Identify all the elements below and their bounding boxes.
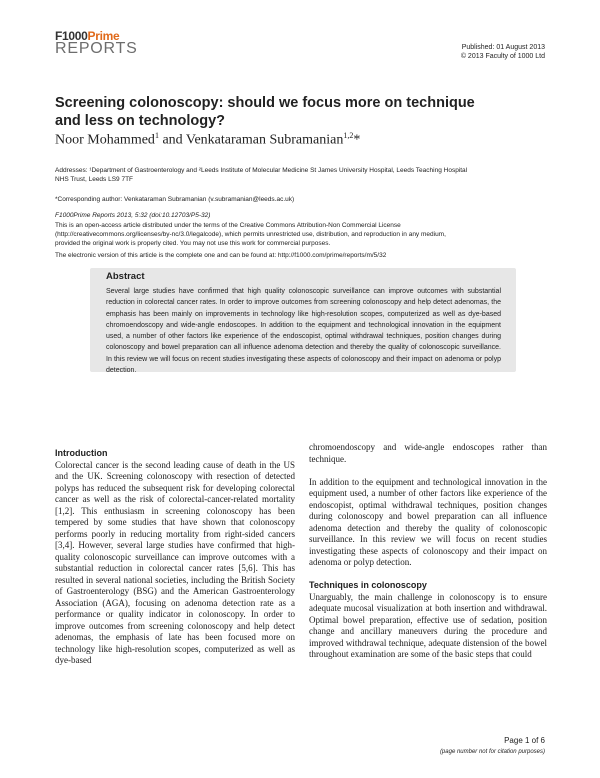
abstract-text: Several large studies have confirmed that high quality colonoscopic surveillance can improve outcomes with substantial reduction in colorectal cancer rates. In order to improve outcomes from screening colonoscopy and help detect adenomas, the emphasis has been mainly on improvements in technology like high-resolution scopes, computerized as well as dye-based chromoendoscopy and wide-angle endoscopes. In addition to the equipment and technological innovation in the equipment used, a number of other factors like experience of the endoscopist, optimal withdrawal techniques, position changes during colonoscopy and bowel preparation can all influence adenoma detection and thereby the quality of colonoscopic surveillance. In this review we will focus on recent studies investigating these aspects of colonoscopy and their impact on adenoma or polyp detection. [106,288,501,375]
section-heading-techniques: Techniques in colonoscopy [309,580,427,590]
addresses: Addresses: ¹Department of Gastroenterology and ²Leeds Institute of Molecular Medicine St James University Hospital, Leeds Teaching Hospital NHS Trust, Leeds LS9 7TF [55,167,468,183]
article-title: Screening colonoscopy: should we focus more on technique and less on technology? [55,95,475,129]
license-text: This is an open-access article distributed under the terms of the Creative Commons Attribution-Non Commercial License (http://creativecommons.org/licenses/by-nc/3.0/legalcode), which permits unrestricted use, distribution, and reproduction in any medium, provided the original work is properly cited. You may not use this work for commercial purposes. [55,222,446,247]
author-name: Venkataraman Subramanian [185,132,344,148]
logo-wordmark: F1000Prime [55,29,120,43]
affiliation-marker: 1 [154,131,159,140]
page-number: Page 1 of 6 [504,736,545,745]
logo-reports: REPORTS [55,40,138,57]
corresponding-star: * [353,132,361,148]
section-heading-introduction: Introduction [55,448,108,458]
body-paragraph: chromoendoscopy and wide-angle endoscopes rather than technique. [309,442,547,464]
published-date: Published: 01 August 2013 [461,44,545,51]
affiliation-marker: 1,2 [343,131,354,140]
author-name: Noor Mohammed [55,132,155,148]
abstract-heading: Abstract [106,271,145,282]
publication-info [461,43,545,61]
journal-logo [55,30,138,57]
body-paragraph: Colorectal cancer is the second leading cause of death in the US and the UK. Screening colonoscopy with resection of detected polyps has reduced the subsequent risk for developing colorectal cancer as well as the risk of colorectal-cancer-related mortality [1,2]. This enthusiasm in screening colonoscopy has been tempered by some studies that have shown that colonoscopy performs poorly in reducing mortality from right-sided cancers [3,4]. However, several large studies have confirmed that high-quality colonoscopic surveillance can improve outcomes with a substantial reduction in colorectal cancer rates [5,6]. This has resulted in several national societies, including the British Society of Gastroenterology (BSG) and the American Gastroenterology Association (AGA), focusing on adenoma detection rate as a performance or quality indicator in colonoscopy. In order to improve outcomes from screening colonoscopy and help detect adenomas, the emphasis of late has been focused more on technology like high-resolution scopes, computerized as well as dye-based [55,459,295,665]
citation: F1000Prime Reports 2013, 5:32 (doi:10.12703/P5-32) [55,212,211,219]
corresponding-author: *Corresponding author: Venkataraman Subramanian (v.subramanian@leeds.ac.uk) [55,196,295,203]
electronic-version-note: The electronic version of this article is the complete one and can be found at: http://f1000.com/prime/reports/m/5/32 [55,252,387,259]
body-paragraph: Unarguably, the main challenge in colonoscopy is to ensure adequate mucosal visualization at both insertion and withdrawal. Optimal bowel preparation, effective use of sedation, position change and ancillary maneuvers during the procedure and improved withdrawal technique, adequate distension of the bowel throughout examination are some of the basic steps that could [309,591,547,659]
page-number-note: (page number not for citation purposes) [439,749,545,755]
right-column [309,442,547,661]
author-list: Noor Mohammed$^1$ and Venkataraman Subramanian$^{1,2}$* [55,131,361,148]
copyright: © 2013 Faculty of 1000 Ltd [460,53,545,60]
left-column [55,448,295,667]
body-paragraph: In addition to the equipment and technological innovation in the equipment used, a number of other factors like experience of the endoscopist, optimal withdrawal techniques, position changes during colonoscopy and bowel preparation can all influence adenoma detection and thereby the quality of colonoscopic surveillance. In this review we will focus on recent studies investigating these aspects of colonoscopy and their impact on adenoma or polyp detection. [309,476,547,567]
